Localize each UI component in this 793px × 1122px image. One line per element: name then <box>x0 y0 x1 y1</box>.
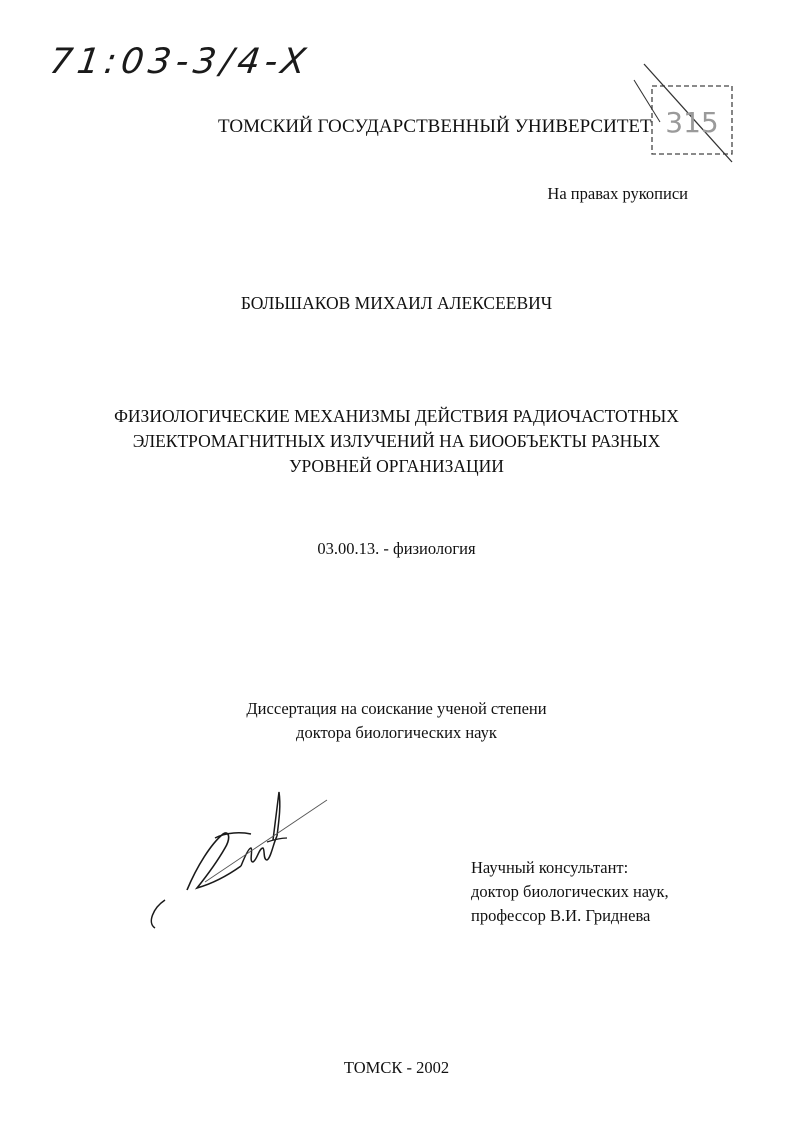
title-line: ЭЛЕКТРОМАГНИТНЫХ ИЗЛУЧЕНИЙ НА БИООБЪЕКТЫ РАЗНЫХ <box>132 431 661 451</box>
library-stamp <box>630 58 740 168</box>
scientific-advisor <box>471 856 669 928</box>
city-year: ТОМСК - 2002 <box>343 1058 450 1077</box>
degree-statement <box>0 697 793 745</box>
university-name: ТОМСКИЙ ГОСУДАРСТВЕННЫЙ УНИВЕРСИТЕТ <box>218 116 652 137</box>
author-name: БОЛЬШАКОВ МИХАИЛ АЛЕКСЕЕВИЧ <box>240 293 553 313</box>
degree-line: доктора биологических наук <box>296 723 497 742</box>
stamp-number: 315 <box>665 106 719 139</box>
advisor-line: Научный консультант: <box>471 858 629 877</box>
specialty-code: 03.00.13. - физиология <box>317 539 476 558</box>
advisor-line: доктор биологических наук, <box>471 882 669 901</box>
title-line: ФИЗИОЛОГИЧЕСКИЕ МЕХАНИЗМЫ ДЕЙСТВИЯ РАДИОЧАСТОТНЫХ <box>114 406 679 426</box>
degree-line: Диссертация на соискание ученой степени <box>246 699 547 718</box>
handwritten-archive-code: 71:03-3/4-X <box>47 42 313 82</box>
dissertation-title <box>0 404 793 479</box>
title-line: УРОВНЕЙ ОРГАНИЗАЦИИ <box>289 456 504 476</box>
advisor-line: профессор В.И. Гриднева <box>471 906 651 925</box>
manuscript-rights: На правах рукописи <box>547 184 688 203</box>
handwritten-signature <box>145 778 335 943</box>
